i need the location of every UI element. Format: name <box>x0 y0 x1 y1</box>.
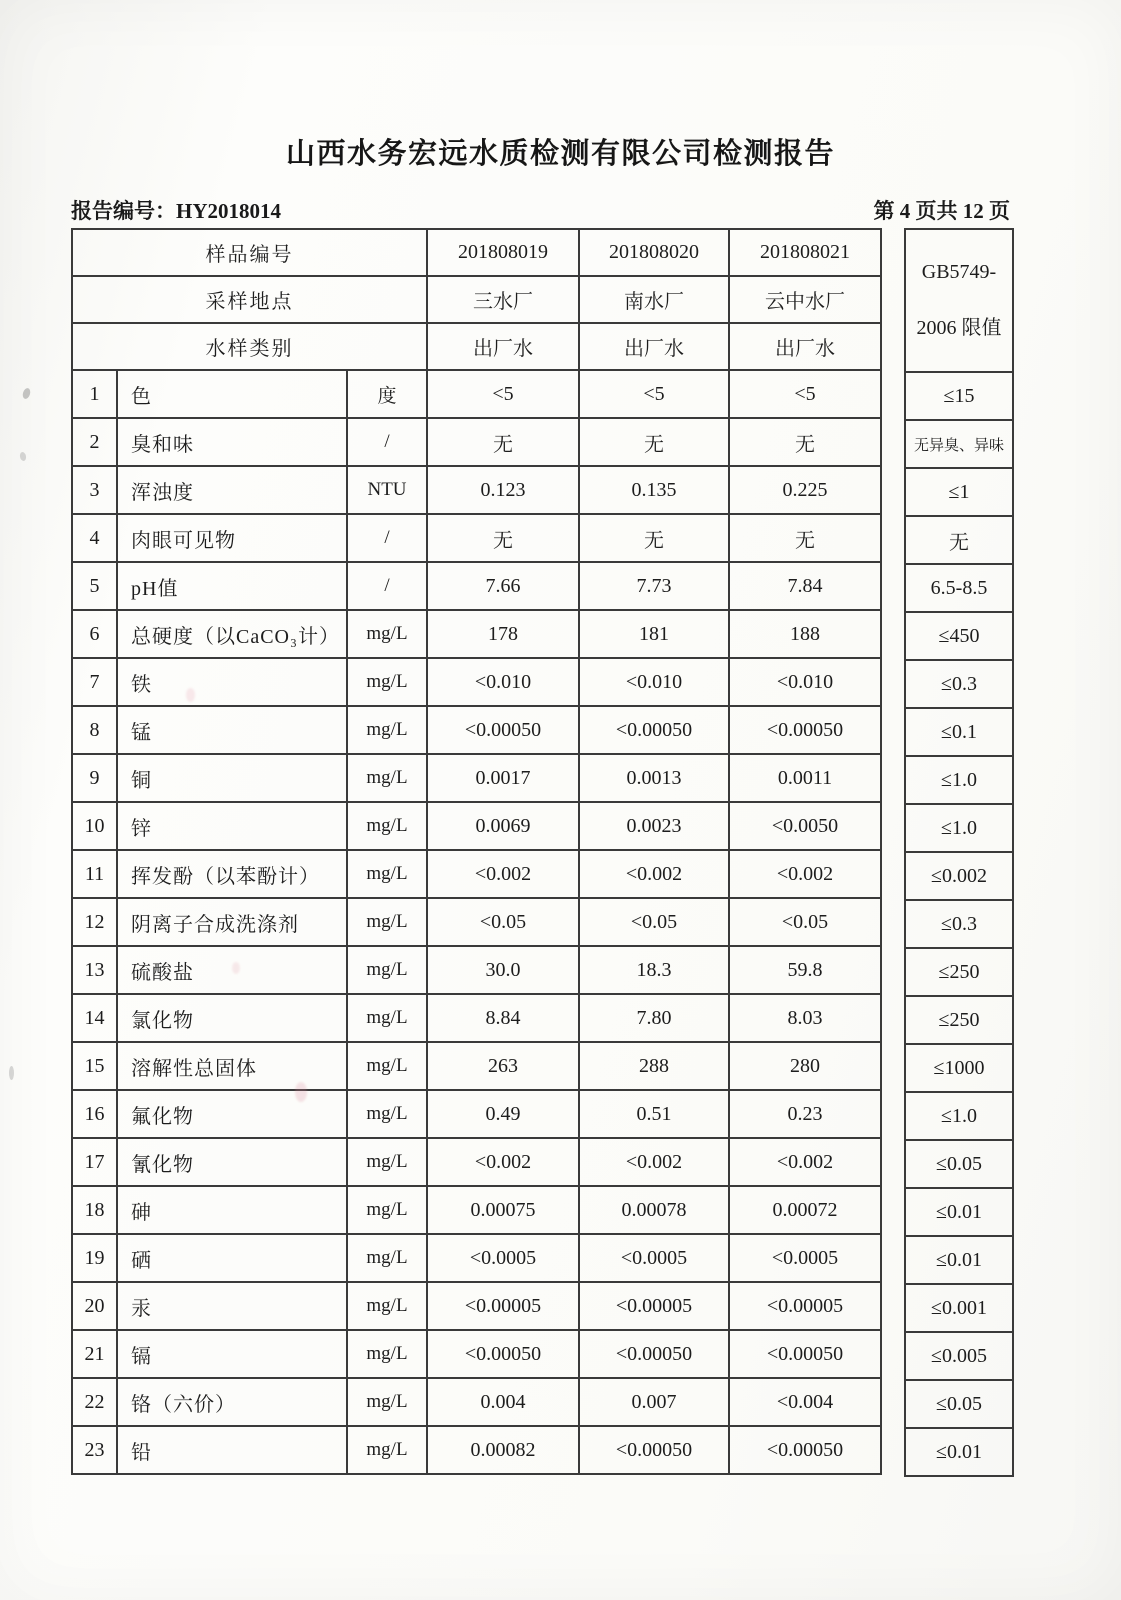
value-plant3: <0.0050 <box>729 802 881 850</box>
limit-row <box>905 420 1013 468</box>
value-plant2: <0.010 <box>579 658 729 706</box>
unit: mg/L <box>347 946 427 994</box>
limit-row <box>905 1332 1013 1380</box>
data-row <box>72 1042 881 1090</box>
value-plant3: 0.23 <box>729 1090 881 1138</box>
limit-value: ≤1.0 <box>905 756 1013 804</box>
value-plant1: 263 <box>427 1042 579 1090</box>
limit-row <box>905 660 1013 708</box>
value-plant3: <0.0005 <box>729 1234 881 1282</box>
row-number: 22 <box>72 1378 117 1426</box>
value-plant3: 无 <box>729 514 881 562</box>
unit: / <box>347 418 427 466</box>
limit-row <box>905 1284 1013 1332</box>
param-name: 溶解性总固体 <box>117 1042 347 1090</box>
unit: mg/L <box>347 1042 427 1090</box>
limit-value: ≤0.3 <box>905 900 1013 948</box>
param-name: 阴离子合成洗涤剂 <box>117 898 347 946</box>
data-row <box>72 850 881 898</box>
limit-value: ≤0.01 <box>905 1428 1013 1476</box>
scan-artifact <box>232 962 240 974</box>
header-value: 201808020 <box>579 229 729 276</box>
unit: / <box>347 514 427 562</box>
row-number: 17 <box>72 1138 117 1186</box>
data-row <box>72 562 881 610</box>
header-row <box>72 323 881 370</box>
param-name: 锰 <box>117 706 347 754</box>
limit-value: ≤1.0 <box>905 804 1013 852</box>
value-plant2: 0.0013 <box>579 754 729 802</box>
header-row <box>72 229 881 276</box>
data-row <box>72 1234 881 1282</box>
value-plant2: 0.0023 <box>579 802 729 850</box>
data-row <box>72 610 881 658</box>
row-number: 11 <box>72 850 117 898</box>
data-row <box>72 418 881 466</box>
value-plant1: <5 <box>427 370 579 418</box>
data-row <box>72 1330 881 1378</box>
unit: mg/L <box>347 850 427 898</box>
unit: mg/L <box>347 1234 427 1282</box>
value-plant2: <0.00005 <box>579 1282 729 1330</box>
value-plant2: 0.51 <box>579 1090 729 1138</box>
unit: mg/L <box>347 898 427 946</box>
header-value: 南水厂 <box>579 276 729 323</box>
value-plant3: <0.010 <box>729 658 881 706</box>
data-row <box>72 370 881 418</box>
limit-value: ≤0.1 <box>905 708 1013 756</box>
param-name: 汞 <box>117 1282 347 1330</box>
value-plant2: <0.05 <box>579 898 729 946</box>
row-number: 9 <box>72 754 117 802</box>
value-plant1: <0.00050 <box>427 1330 579 1378</box>
row-number: 20 <box>72 1282 117 1330</box>
unit: mg/L <box>347 1090 427 1138</box>
limit-value: ≤1 <box>905 468 1013 516</box>
limit-row <box>905 1044 1013 1092</box>
limit-value: ≤250 <box>905 948 1013 996</box>
limit-row <box>905 516 1013 564</box>
limit-row <box>905 1380 1013 1428</box>
data-row <box>72 802 881 850</box>
row-number: 1 <box>72 370 117 418</box>
value-plant2: 18.3 <box>579 946 729 994</box>
header-value: 云中水厂 <box>729 276 881 323</box>
value-plant2: <5 <box>579 370 729 418</box>
unit: mg/L <box>347 658 427 706</box>
scan-artifact <box>9 1066 14 1080</box>
value-plant1: 7.66 <box>427 562 579 610</box>
param-name: 铅 <box>117 1426 347 1474</box>
limit-row <box>905 900 1013 948</box>
value-plant3: 7.84 <box>729 562 881 610</box>
value-plant1: 0.00075 <box>427 1186 579 1234</box>
value-plant1: <0.05 <box>427 898 579 946</box>
value-plant2: 无 <box>579 418 729 466</box>
limit-header-line2: 2006 限值 <box>916 317 1002 339</box>
row-number: 8 <box>72 706 117 754</box>
unit: mg/L <box>347 994 427 1042</box>
header-value: 201808021 <box>729 229 881 276</box>
value-plant3: <0.004 <box>729 1378 881 1426</box>
param-name: 硫酸盐 <box>117 946 347 994</box>
results-table-wrap <box>71 228 1014 1477</box>
unit: 度 <box>347 370 427 418</box>
unit: mg/L <box>347 1186 427 1234</box>
param-name: 砷 <box>117 1186 347 1234</box>
row-number: 3 <box>72 466 117 514</box>
limit-row <box>905 996 1013 1044</box>
limit-row <box>905 756 1013 804</box>
data-row <box>72 994 881 1042</box>
value-plant2: 7.73 <box>579 562 729 610</box>
unit: NTU <box>347 466 427 514</box>
value-plant2: 0.135 <box>579 466 729 514</box>
value-plant3: 0.0011 <box>729 754 881 802</box>
scan-artifact <box>186 688 195 702</box>
param-name: 镉 <box>117 1330 347 1378</box>
header-value: 出厂水 <box>427 323 579 370</box>
row-number: 21 <box>72 1330 117 1378</box>
unit: mg/L <box>347 1330 427 1378</box>
limit-row <box>905 1428 1013 1476</box>
value-plant3: <5 <box>729 370 881 418</box>
unit: / <box>347 562 427 610</box>
row-number: 5 <box>72 562 117 610</box>
limit-row <box>905 852 1013 900</box>
value-plant3: <0.00050 <box>729 1330 881 1378</box>
param-name: 铁 <box>117 658 347 706</box>
value-plant1: 0.49 <box>427 1090 579 1138</box>
value-plant1: 无 <box>427 418 579 466</box>
limit-value: ≤0.01 <box>905 1188 1013 1236</box>
value-plant1: 178 <box>427 610 579 658</box>
scan-artifact <box>19 451 27 461</box>
limit-row <box>905 1140 1013 1188</box>
value-plant2: <0.00050 <box>579 706 729 754</box>
row-number: 23 <box>72 1426 117 1474</box>
value-plant1: <0.002 <box>427 850 579 898</box>
value-plant2: <0.0005 <box>579 1234 729 1282</box>
limit-value: ≤1000 <box>905 1044 1013 1092</box>
report-meta <box>71 195 1010 225</box>
unit: mg/L <box>347 754 427 802</box>
limit-value: ≤0.3 <box>905 660 1013 708</box>
value-plant3: <0.002 <box>729 1138 881 1186</box>
value-plant2: 无 <box>579 514 729 562</box>
header-label: 水样类别 <box>72 323 427 370</box>
value-plant2: 7.80 <box>579 994 729 1042</box>
value-plant2: <0.00050 <box>579 1330 729 1378</box>
value-plant2: <0.00050 <box>579 1426 729 1474</box>
limit-header-line1: GB5749- <box>921 261 997 283</box>
data-row <box>72 1186 881 1234</box>
row-number: 16 <box>72 1090 117 1138</box>
report-title: 山西水务宏远水质检测有限公司检测报告 <box>285 138 835 170</box>
row-number: 13 <box>72 946 117 994</box>
param-name: 氟化物 <box>117 1090 347 1138</box>
value-plant2: 288 <box>579 1042 729 1090</box>
limit-value: ≤0.05 <box>905 1140 1013 1188</box>
value-plant1: <0.002 <box>427 1138 579 1186</box>
limit-value: ≤0.001 <box>905 1284 1013 1332</box>
value-plant1: 0.0017 <box>427 754 579 802</box>
data-row <box>72 1426 881 1474</box>
value-plant1: 0.123 <box>427 466 579 514</box>
param-name: 挥发酚（以苯酚计） <box>117 850 347 898</box>
limit-value: ≤0.05 <box>905 1380 1013 1428</box>
limit-header-row <box>905 229 1013 372</box>
value-plant3: 0.225 <box>729 466 881 514</box>
limit-value: ≤15 <box>905 372 1013 420</box>
param-name: 臭和味 <box>117 418 347 466</box>
param-name: 锌 <box>117 802 347 850</box>
data-row <box>72 754 881 802</box>
data-row <box>72 1090 881 1138</box>
limit-value: ≤450 <box>905 612 1013 660</box>
results-table <box>71 228 882 1475</box>
limit-value: ≤0.002 <box>905 852 1013 900</box>
limit-row <box>905 1092 1013 1140</box>
limit-value: 无异臭、异味 <box>905 420 1013 468</box>
row-number: 15 <box>72 1042 117 1090</box>
header-label: 样品编号 <box>72 229 427 276</box>
value-plant1: 0.004 <box>427 1378 579 1426</box>
value-plant1: <0.00005 <box>427 1282 579 1330</box>
value-plant3: 280 <box>729 1042 881 1090</box>
value-plant1: <0.00050 <box>427 706 579 754</box>
data-row <box>72 898 881 946</box>
param-name: 肉眼可见物 <box>117 514 347 562</box>
row-number: 4 <box>72 514 117 562</box>
value-plant2: 0.007 <box>579 1378 729 1426</box>
limit-row <box>905 708 1013 756</box>
limit-row <box>905 804 1013 852</box>
param-name: 铜 <box>117 754 347 802</box>
param-name: 硒 <box>117 1234 347 1282</box>
row-number: 18 <box>72 1186 117 1234</box>
limit-row <box>905 1188 1013 1236</box>
header-value: 201808019 <box>427 229 579 276</box>
row-number: 19 <box>72 1234 117 1282</box>
value-plant1: 0.00082 <box>427 1426 579 1474</box>
unit: mg/L <box>347 1282 427 1330</box>
value-plant3: 8.03 <box>729 994 881 1042</box>
limit-row <box>905 948 1013 996</box>
row-number: 14 <box>72 994 117 1042</box>
data-row <box>72 1138 881 1186</box>
limit-table <box>904 228 1014 1477</box>
header-value: 三水厂 <box>427 276 579 323</box>
row-number: 6 <box>72 610 117 658</box>
unit: mg/L <box>347 1378 427 1426</box>
value-plant1: <0.0005 <box>427 1234 579 1282</box>
param-name: 总硬度（以CaCO₃计） <box>117 610 347 658</box>
param-name: 氰化物 <box>117 1138 347 1186</box>
param-name: 氯化物 <box>117 994 347 1042</box>
data-row <box>72 1282 881 1330</box>
row-number: 12 <box>72 898 117 946</box>
value-plant3: 无 <box>729 418 881 466</box>
limit-value: ≤0.01 <box>905 1236 1013 1284</box>
param-name: pH值 <box>117 562 347 610</box>
value-plant3: <0.00005 <box>729 1282 881 1330</box>
data-row <box>72 466 881 514</box>
value-plant1: 30.0 <box>427 946 579 994</box>
header-value: 出厂水 <box>579 323 729 370</box>
data-row <box>72 514 881 562</box>
report-number: 报告编号：HY2018014 <box>71 199 281 223</box>
row-number: 2 <box>72 418 117 466</box>
unit: mg/L <box>347 706 427 754</box>
page-indicator: 第 4 页共 12 页 <box>873 199 1010 223</box>
value-plant1: 无 <box>427 514 579 562</box>
limit-row <box>905 564 1013 612</box>
limit-header-cell <box>905 229 1013 372</box>
limit-value: ≤1.0 <box>905 1092 1013 1140</box>
scan-artifact <box>295 1082 307 1102</box>
data-row <box>72 706 881 754</box>
value-plant2: <0.002 <box>579 1138 729 1186</box>
header-value: 出厂水 <box>729 323 881 370</box>
limit-value: ≤0.005 <box>905 1332 1013 1380</box>
limit-value: ≤250 <box>905 996 1013 1044</box>
row-number: 10 <box>72 802 117 850</box>
limit-row <box>905 612 1013 660</box>
data-row <box>72 946 881 994</box>
value-plant2: <0.002 <box>579 850 729 898</box>
unit: mg/L <box>347 802 427 850</box>
value-plant3: <0.00050 <box>729 706 881 754</box>
unit: mg/L <box>347 610 427 658</box>
limit-row <box>905 372 1013 420</box>
param-name: 铬（六价） <box>117 1378 347 1426</box>
scan-artifact <box>21 387 31 400</box>
value-plant3: <0.002 <box>729 850 881 898</box>
value-plant3: 188 <box>729 610 881 658</box>
row-number: 7 <box>72 658 117 706</box>
value-plant2: 0.00078 <box>579 1186 729 1234</box>
unit: mg/L <box>347 1426 427 1474</box>
table-gap-strip <box>882 228 904 1473</box>
value-plant1: <0.010 <box>427 658 579 706</box>
limit-value: 无 <box>905 516 1013 564</box>
limit-row <box>905 1236 1013 1284</box>
value-plant2: 181 <box>579 610 729 658</box>
header-row <box>72 276 881 323</box>
param-name: 浑浊度 <box>117 466 347 514</box>
value-plant1: 0.0069 <box>427 802 579 850</box>
value-plant1: 8.84 <box>427 994 579 1042</box>
value-plant3: 0.00072 <box>729 1186 881 1234</box>
value-plant3: <0.05 <box>729 898 881 946</box>
value-plant3: 59.8 <box>729 946 881 994</box>
limit-value: 6.5-8.5 <box>905 564 1013 612</box>
unit: mg/L <box>347 1138 427 1186</box>
header-label: 采样地点 <box>72 276 427 323</box>
param-name: 色 <box>117 370 347 418</box>
limit-row <box>905 468 1013 516</box>
value-plant3: <0.00050 <box>729 1426 881 1474</box>
data-row <box>72 1378 881 1426</box>
